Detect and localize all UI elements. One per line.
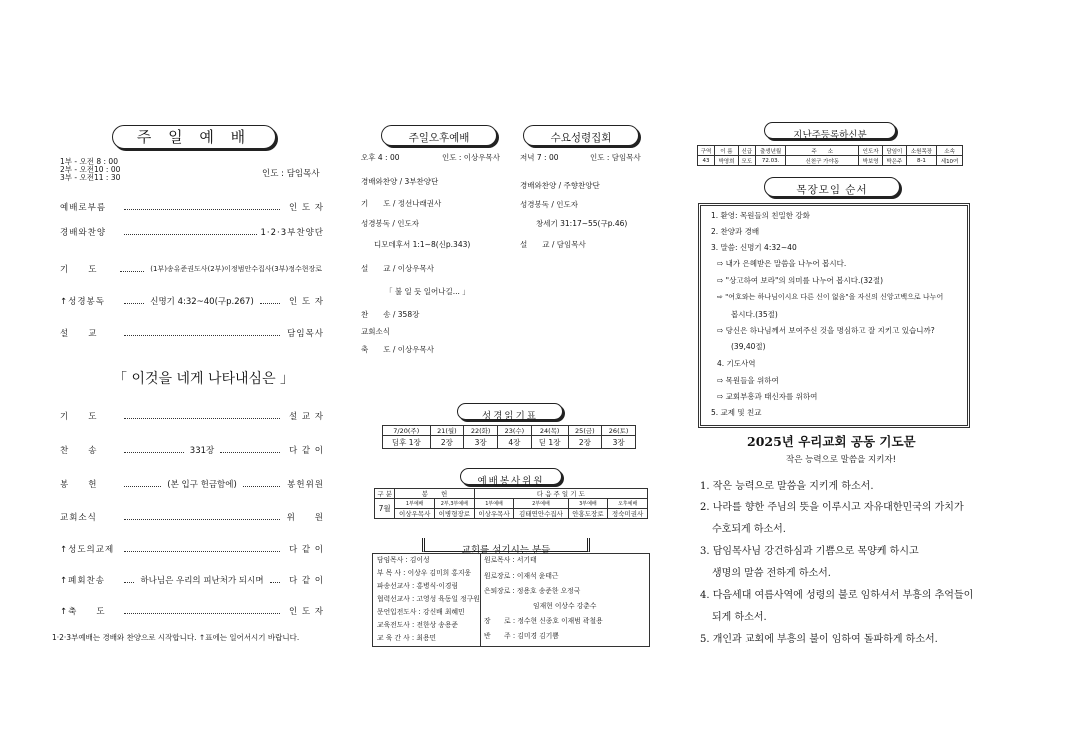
sunday-time-3: 3부 - 오전11 : 30 [60,173,121,182]
wednesday-title: 수요성령집회 [523,125,639,146]
newcomers-title: 지난주등록하신분 [764,122,896,139]
servant-line: 반 주 : 김미경 김기쁨 [484,632,559,640]
volunteers-title: 예배봉사위원 [460,468,562,485]
servant-line: 장 로 : 정수현 신종호 이재범 곽철용 [484,617,603,625]
wednesday-time: 저녁 7 : 00 [520,153,559,162]
afternoon-line: 축 도 / 이상우목사 [361,345,435,354]
servant-line: 파송선교사 : 홍병식·이경림 [377,582,459,590]
order-item: 경배와찬양 1·2·3부찬양단 [60,228,324,238]
servant-line: 담임목사 : 김이성 [377,556,430,564]
cell-group-item: 5. 교제 및 친교 [711,408,762,417]
wednesday-line: 설 교 / 담임목사 [520,240,586,249]
afternoon-title: 주일오후예배 [381,125,497,146]
cell-group-item: 봅시다.(35절) [731,310,778,319]
sermon-title: 「 이것을 네게 나타내심은 」 [113,371,295,387]
afternoon-line: 설 교 / 이상우목사 [361,264,435,273]
prayer-line: 5. 개인과 교회에 부흥의 불이 임하여 돌파하게 하소서. [700,634,938,645]
cell-group-item: (39,40절) [731,342,766,351]
prayer-line: 되게 하소서. [712,612,767,623]
order-item: ↑성경봉독 신명기 4:32~40(구p.267) 인 도 자 [60,297,324,307]
prayer-subtitle: 작은 능력으로 말씀을 지키자! [786,455,897,465]
servant-line: 은퇴장로 : 정용호 송준한 오정국 [484,587,581,595]
newcomers-table: 구역 이 름 신급 출생년월 주 소 인도자 담임이 소원목장 소속 43 박영희 모도 72.03. 신천구 가야동 박보영 박은주 8-1 세10여 [697,145,963,166]
cell-group-item: 4. 기도사역 [717,359,756,368]
order-item: ↑성도의교제 다 같 이 [60,545,324,555]
afternoon-line: 경배와찬양 / 3부찬양단 [361,177,439,186]
order-item: 예배로부름 인 도 자 [60,203,324,213]
servant-line: 문언입전도사 : 강신배 최혜민 [377,608,465,616]
bible-reading-title: 성경읽기표 [457,403,563,420]
afternoon-line: 찬 송 / 358장 [361,310,420,319]
prayer-line: 1. 작은 능력으로 말씀을 지키게 하소서. [700,481,874,492]
wednesday-line: 경배와찬양 / 주향찬양단 [520,181,600,190]
prayer-line: 3. 담임목사님 강건하심과 기쁨으로 목양케 하시고 [700,546,919,557]
afternoon-presider: 인도 : 이상우목사 [442,153,501,162]
cell-group-item: ⇨ 내가 은혜받은 말씀을 나누어 봅시다. [717,259,847,268]
order-item: 찬 송 331장 다 같 이 [60,446,324,456]
order-item: 교회소식 위 원 [60,513,324,523]
servant-line: 임재현 이상수 강춘수 [533,602,597,610]
servant-line: 교육전도사 : 전한상 송용준 [377,621,459,629]
servant-line: 부 목 사 : 이상우 김미희 홍지웅 [377,569,472,577]
sunday-title: 주 일 예 배 [112,125,276,149]
prayer-line: 생명의 말씀 전하게 하소서. [712,568,831,579]
order-item: 설 교 담임목사 [60,329,324,339]
prayer-line: 수호되게 하소서. [712,524,786,535]
sunday-time-1: 1부 - 오전 8 : 00 [60,157,118,166]
cell-group-item: 2. 찬양과 경배 [711,227,760,236]
cell-group-item: ⇨ 당신은 하나님께서 보여주신 것을 명심하고 잘 지키고 있습니까? [717,326,935,335]
wednesday-presider: 인도 : 담임목사 [590,153,641,162]
wednesday-line: 성경봉독 / 인도자 [520,200,579,209]
wednesday-line: 창세기 31:17~55(구p.46) [536,219,628,228]
cell-group-item: ⇨ 교회부흥과 태신자를 위하여 [717,392,818,401]
servants-title: 교회를 섬기시는 분들 [422,538,590,552]
order-item: ↑폐회찬송 하나님은 우리의 피난처가 되시며 다 같 이 [60,576,324,586]
sunday-note: 1·2·3부예배는 경배와 찬양으로 시작합니다. ↑표에는 일어서시기 바랍니다. [52,633,300,642]
servant-line: 협력선교사 : 고영성 육동일 정구원 [377,595,480,603]
prayer-title: 2025년 우리교회 공동 기도문 [747,434,916,449]
cell-group-item: ⇨ "상고하여 보라"의 의미를 나누어 봅시다.(32절) [717,276,884,285]
cell-group-title: 목장모임 순서 [764,177,900,197]
afternoon-line: 기 도 / 정선나래권사 [361,199,442,208]
servant-line: 원로목사 : 서기태 [484,556,537,564]
afternoon-time: 오후 4 : 00 [361,153,400,162]
sunday-presider: 인도 : 담임목사 [262,169,320,179]
cell-group-box [698,203,970,428]
order-item: ↑축 도 인 도 자 [60,607,324,617]
prayer-line: 2. 나라를 향한 주님의 뜻을 이루시고 자유대한민국의 가치가 [700,502,964,513]
bible-reading-table: 7/20(주) 21(월) 22(화) 23(수) 24(목) 25(금) 26(토) 딤후 1장 2장 3장 4장 딛 1장 2장 3장 [382,425,636,449]
order-item: 기 도 설 교 자 [60,412,324,422]
servant-line: 교 육 간 사 : 최용민 [377,634,437,642]
cell-group-item: ⇨ "여호와는 하나님이시요 다른 신이 없음"을 자신의 신앙고백으로 나누어 [717,293,944,301]
order-item: 기 도 (1부)송유준권도사(2부)이정범안수집사(3부)정수현장로 [60,265,322,275]
servant-line: 원로장로 : 이재석 윤태근 [484,572,559,580]
afternoon-line: 교회소식 [361,327,390,336]
cell-group-item: 1. 환영: 목원들의 친밀한 강화 [711,211,810,220]
cell-group-item: 3. 말씀: 신명기 4:32~40 [711,243,797,252]
afternoon-line: 디모데후서 1:1~8(신p.343) [374,240,471,249]
afternoon-line: 「 불 일 듯 일어나길... 」 [385,287,470,296]
volunteers-table: 구 분 봉 헌 다 음 주 일 기 도 7월 1부예배 2부,3부예배 1부예배 2부예배 3부예배 오후예배 이상우목사 이병형장로 이상우목사 김태연안수집사 안홍도장로 정숙미권사 [374,488,648,519]
sunday-time-2: 2부 - 오전10 : 00 [60,165,121,174]
afternoon-line: 성경봉독 / 인도자 [361,219,420,228]
cell-group-item: ⇨ 목원들을 위하여 [717,376,779,385]
order-item: 봉 헌 (본 입구 헌금함에) 봉헌위원 [60,480,325,490]
prayer-line: 4. 다음세대 여름사역에 성령의 불로 임하셔서 부흥의 추억들이 [700,590,974,601]
